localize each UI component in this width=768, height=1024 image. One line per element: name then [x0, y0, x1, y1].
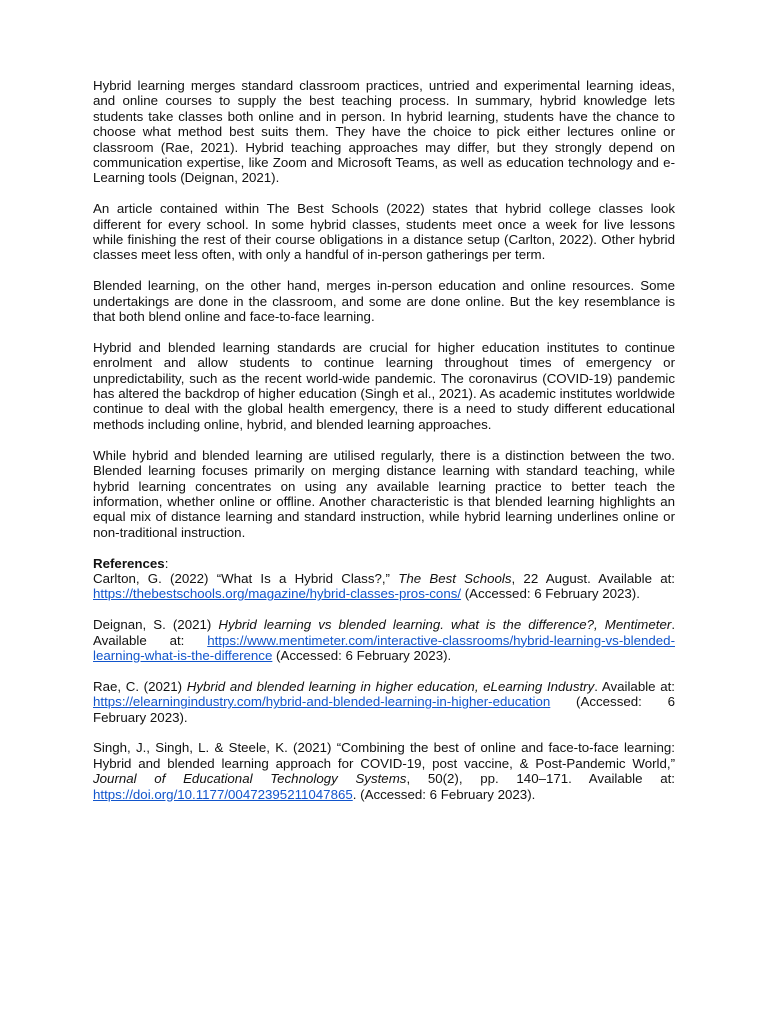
- references-heading-text: References: [93, 555, 165, 571]
- reference-rae-link[interactable]: https://elearningindustry.com/hybrid-and-blended-learning-in-higher-education: [93, 694, 551, 710]
- document-page: [93, 78, 675, 817]
- paragraph-standards-pandemic: Hybrid and blended learning standards are crucial for higher education institutes to continue enrolment and allow students to continue learning throughout times of emergency or unpredictability, such as the recent world-wide pandemic. The coronavirus (COVID-19) pandemic has altered the backdrop of higher education (Singh et al., 2021). As academic institutes worldwide continue to deal with the global health emergency, there is a need to study different educational methods including online, hybrid, and blended learning approaches.: [93, 339, 675, 432]
- reference-deignan: [93, 617, 675, 663]
- paragraph-hybrid-learning-intro: Hybrid learning merges standard classroom practices, untried and experimental learning ideas, and online courses to supply the best teaching process. In summary, hybrid knowledge lets students take classes both online and in person. In hybrid learning, students have the chance to choose what method best suits them. They have the choice to pick either lectures online or classroom (Rae, 2021). Hybrid teaching approaches may differ, but they strongly depend on communication expertise, like Zoom and Microsoft Teams, as well as education technology and e-Learning tools (Deignan, 2021).: [93, 78, 675, 186]
- reference-deignan-available: . Available at:: [93, 617, 676, 648]
- references-heading-colon: :: [164, 555, 169, 571]
- reference-singh: [93, 740, 675, 802]
- reference-carlton-accessed: (Accessed: 6 February 2023).: [461, 586, 640, 602]
- reference-carlton-source: The Best Schools: [398, 570, 512, 586]
- reference-carlton: [93, 571, 675, 602]
- reference-singh-journal: Journal of Educational Technology Systems: [93, 771, 407, 787]
- reference-singh-authors: Singh, J., Singh, L. & Steele, K. (2021) “Combining the best of online and face-to-face learning: Hybrid and blended learning approach for COVID-19, post vaccine, & Post-Pandemic World,”: [93, 740, 675, 771]
- paragraph-best-schools-article: An article contained within The Best Schools (2022) states that hybrid college classes look different for every school. In some hybrid classes, students meet once a week for live lessons while finishing the rest of their course obligations in a distance setup (Carlton, 2022). Other hybrid classes meet less often, with only a handful of in-person gatherings per term.: [93, 201, 675, 263]
- reference-deignan-accessed: (Accessed: 6 February 2023).: [272, 647, 452, 663]
- reference-rae-authors: Rae, C. (2021): [93, 678, 187, 694]
- reference-carlton-date: , 22 August. Available at:: [511, 570, 676, 586]
- reference-deignan-link[interactable]: https://www.mentimeter.com/interactive-classrooms/hybrid-learning-vs-blended-learning-what-is-the-difference: [93, 632, 675, 663]
- paragraph-distinction: While hybrid and blended learning are utilised regularly, there is a distinction between the two. Blended learning focuses primarily on merging distance learning with standard teaching, while hybrid learning concentrates on using any available learning practice to better teach the information, whether online or offline. Another characteristic is that blended learning highlights an equal mix of distance learning and standard instruction, while hybrid learning underlines online or non-traditional instruction.: [93, 447, 675, 540]
- reference-singh-link[interactable]: https://doi.org/10.1177/00472395211047865: [93, 786, 353, 802]
- reference-rae: [93, 679, 675, 725]
- reference-singh-accessed: . (Accessed: 6 February 2023).: [352, 786, 536, 802]
- reference-deignan-authors: Deignan, S. (2021): [93, 617, 219, 633]
- reference-rae-accessed: (Accessed: 6 February 2023).: [93, 694, 675, 725]
- references-heading: [93, 556, 675, 571]
- paragraph-blended-learning: Blended learning, on the other hand, merges in-person education and online resources. Some undertakings are done in the classroom, and some are done online. But the key resemblance is that both blend online and face-to-face learning.: [93, 278, 675, 325]
- reference-rae-available: . Available at:: [594, 678, 675, 694]
- reference-rae-title: Hybrid and blended learning in higher education, eLearning Industry: [186, 678, 595, 694]
- reference-carlton-authors: Carlton, G. (2022) “What Is a Hybrid Class?,”: [93, 570, 399, 586]
- reference-singh-volume: , 50(2), pp. 140–171. Available at:: [406, 771, 675, 787]
- reference-deignan-title: Hybrid learning vs blended learning. what is the difference?, Mentimeter: [218, 617, 672, 633]
- reference-carlton-link[interactable]: https://thebestschools.org/magazine/hybrid-classes-pros-cons/: [93, 586, 462, 602]
